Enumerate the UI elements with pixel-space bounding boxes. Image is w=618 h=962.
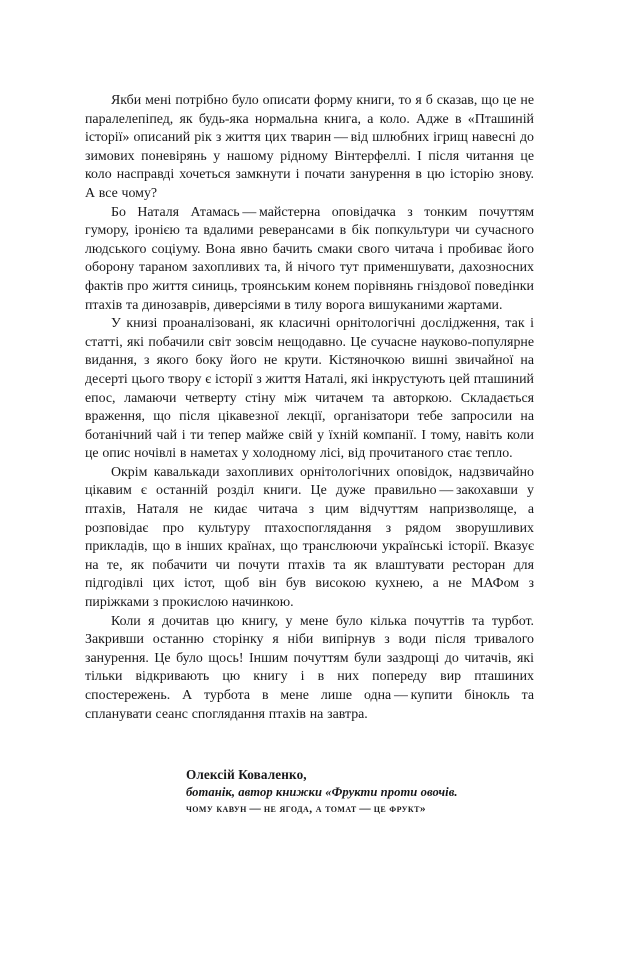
signature-author-name: Олексій Коваленко, xyxy=(186,767,307,782)
signature-book-title: чому кавун — не ягода, а томат — це фрукт» xyxy=(186,803,426,815)
body-paragraph: У книзі проаналізовані, як класичні орнітологічні дослідження, так і статті, які побачили світ зовсім нещодавно. Це сучасне науково-популярне видання, з якого боку його не крути. Кістяночкою вишні звичайної на десерті цього твору є історії з життя Наталі, які інкрустують цей пташиний епос, ламаючи четверту стіну між читачем та авторкою. Складається враження, що після цікавезної лекції, організатори тебе запросили на ботанічний чай і ти тепер майже свій у їхній компанії. І тому, навіть коли це опис ночівлі в наметах у холодному лісі, від прочитаного стає тепло. xyxy=(85,316,534,462)
body-paragraph: Коли я дочитав цю книгу, у мене було кілька почуттів та турбот. Закривши останню сторінку я ніби випірнув з води після тривалого занурення. Це було щось! Іншим почуттям були заздрощі до читачів, які тільки відкривають цю книгу і в них попереду вир пташиних спостережень. А турбота в мене лише одна — купити бінокль та спланувати сеанс споглядання птахів на завтра. xyxy=(85,613,534,722)
body-paragraph: Бо Наталя Атамась — майстерна оповідачка з тонким почуттям гумору, іронією та вдалими реверансами в бік попкультури чи сучасного людського соціуму. Вона явно бачить смаки свого читача і пробиває його оборону тараном захопливих та, й нічого тут применшувати, дахозносних фактів про життя синиць, троянським конем порівнянь гніздової поведінки птахів та динозаврів, диверсіями в тилу ворога вишуканими жартами. xyxy=(85,204,534,313)
body-paragraph: Якби мені потрібно було описати форму книги, то я б сказав, що це не паралелепіпед, як будь-яка нормальна книга, а коло. Адже в «Пташиній історії» описаний рік з життя цих тварин — від шлюбних ігрищ навесні до зимових поневірянь у нашому рідному Вінтерфеллі. І після читання це коло насправді хочеться замкнути і почати занурення в цю історію знову. А все чому? xyxy=(85,93,534,201)
body-paragraph: Окрім кавалькади захопливих орнітологічних оповідок, надзвичайно цікавим є останній розділ книги. Це дуже правильно — закохавши у птахів, Наталя не кидає читача з цим відчуттям напризволяще, а розповідає про культуру птахоспоглядання з рядом зворушливих прикладів, що в інших країнах, що транслюючи українські історії. Вказує на те, як побачити чи почути птахів та як влаштувати ресторан для підгодівлі цих істот, щоб він був високою кухнею, а не МАФом з пиріжками з прокислою начинкою. xyxy=(85,464,534,611)
foreword-body xyxy=(85,92,534,724)
signature-block xyxy=(186,766,534,819)
signature-author-role: ботанік, автор книжки «Фрукти проти овочів. xyxy=(186,784,458,799)
